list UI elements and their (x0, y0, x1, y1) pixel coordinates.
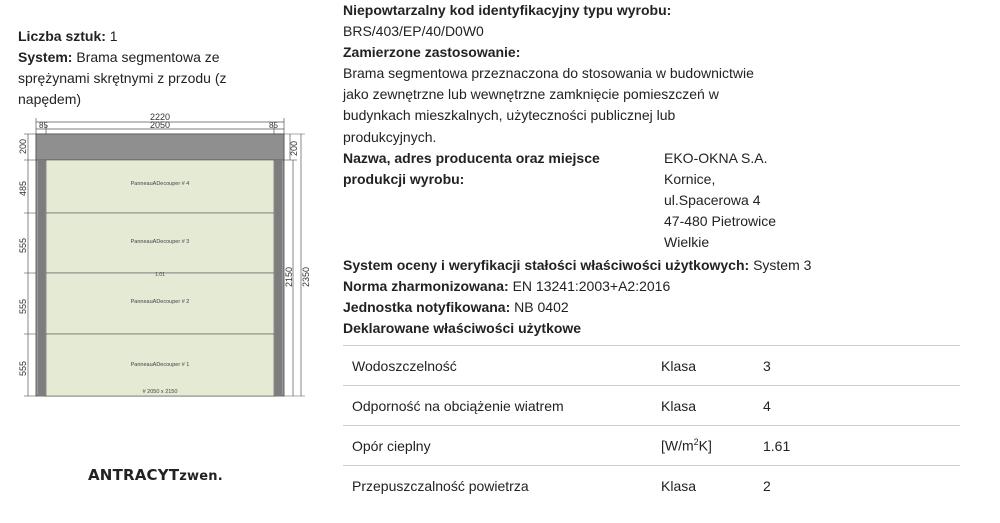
panel-3-label: PanneauADecouper # 3 (130, 239, 190, 245)
property-name: Przepuszczalność powietrza (343, 466, 661, 506)
use-line-4: produkcyjnych. (343, 129, 437, 145)
property-unit: Klasa (661, 386, 763, 426)
table-row (343, 386, 960, 426)
property-name: Odporność na obciążenie wiatrem (343, 386, 661, 426)
dim-side-left: 85 (39, 121, 48, 130)
assessment-system-label: System oceny i weryfikacji stałości właściwości użytkowych: (343, 257, 750, 273)
property-value: 2 (763, 466, 960, 506)
quantity-label: Liczba sztuk: (18, 28, 106, 44)
dim-side-right: 85 (269, 121, 278, 130)
dim-total-height: 2350 (301, 266, 311, 287)
producer-line-1: EKO-OKNA S.A. (664, 150, 768, 166)
producer-label-1: Nazwa, adres producenta oraz miejsce (343, 150, 600, 166)
code-label: Niepowtarzalny kod identyfikacyjny typu wyrobu: (343, 2, 672, 18)
notified-body-value: NB 0402 (514, 299, 569, 315)
frame-left-post (38, 160, 45, 396)
system-value-2: sprężynami skrętnymi z przodu (z (18, 70, 227, 86)
notified-body-line (343, 297, 569, 319)
dim-top-right: 200 (289, 140, 299, 156)
panel-4-label: PanneauADecouper # 4 (130, 181, 190, 187)
door-technical-drawing (14, 112, 314, 402)
norm-line (343, 276, 670, 298)
dim-panel-2: 555 (18, 298, 28, 314)
unit-suffix: K] (698, 437, 712, 454)
notified-body-label: Jednostka notyfikowana: (343, 299, 511, 315)
dim-panel-1: 555 (18, 360, 28, 376)
producer-line-3: ul.Spacerowa 4 (664, 192, 761, 208)
property-value: 4 (763, 386, 960, 426)
assessment-system-value: System 3 (753, 257, 812, 273)
mid-mark: 1.01 (155, 272, 165, 278)
producer-line-2: Kornice, (664, 171, 716, 187)
producer-label-2: produkcji wyrobu: (343, 171, 465, 187)
system-line-1 (18, 48, 220, 67)
color-name-suffix: zwen. (179, 469, 223, 484)
dim-inner-height: 2150 (284, 266, 294, 287)
property-unit (661, 426, 763, 466)
system-label: System: (18, 49, 73, 65)
panel-1-label: PanneauADecouper # 1 (130, 362, 190, 368)
system-value-3: napędem) (18, 91, 82, 107)
dim-total-width: 2220 (149, 112, 171, 122)
table-row (343, 346, 960, 386)
code-value: BRS/403/EP/40/D0W0 (343, 23, 484, 39)
door-lintel (36, 134, 284, 160)
property-value: 1.61 (763, 426, 960, 466)
properties-table (343, 345, 960, 505)
quantity-line (18, 27, 118, 46)
quantity-value: 1 (109, 28, 118, 44)
property-unit: Klasa (661, 466, 763, 506)
assessment-system-line (343, 255, 811, 277)
property-value: 3 (763, 346, 960, 386)
use-line-3: budynkach mieszkalnych, użyteczności publicznej lub (343, 107, 676, 123)
table-row (343, 426, 960, 466)
dim-panel-3: 555 (18, 237, 28, 253)
panel-2-label: PanneauADecouper # 2 (130, 299, 190, 305)
system-value-1: Brama segmentowa ze (76, 49, 220, 65)
property-name: Opór cieplny (343, 426, 661, 466)
producer-line-5: Wielkie (664, 234, 710, 250)
property-name: Wodoszczelność (343, 346, 661, 386)
unit-exponent: 2 (693, 437, 699, 448)
dim-top-left: 200 (18, 138, 28, 154)
unit-prefix: [W/m (661, 437, 694, 454)
dim-panel-4: 485 (18, 180, 28, 196)
declared-properties-heading: Deklarowane właściwości użytkowe (343, 320, 582, 336)
table-row (343, 466, 960, 506)
use-line-1: Brama segmentowa przeznaczona do stosowania w budownictwie (343, 65, 754, 81)
norm-value: EN 13241:2003+A2:2016 (512, 278, 671, 294)
use-line-2: jako zewnętrzne lub wewnętrzne zamknięcie pomieszczeń w (343, 86, 719, 102)
size-note: # 2050 x 2150 (142, 389, 178, 395)
producer-line-4: 47-480 Pietrowice (664, 213, 777, 229)
norm-label: Norma zharmonizowana: (343, 278, 509, 294)
color-name (88, 466, 223, 484)
color-name-main: ANTRACYT (88, 466, 180, 484)
property-unit: Klasa (661, 346, 763, 386)
frame-right-post (275, 160, 282, 396)
use-label: Zamierzone zastosowanie: (343, 44, 521, 60)
dim-inner-width: 2050 (149, 120, 171, 130)
